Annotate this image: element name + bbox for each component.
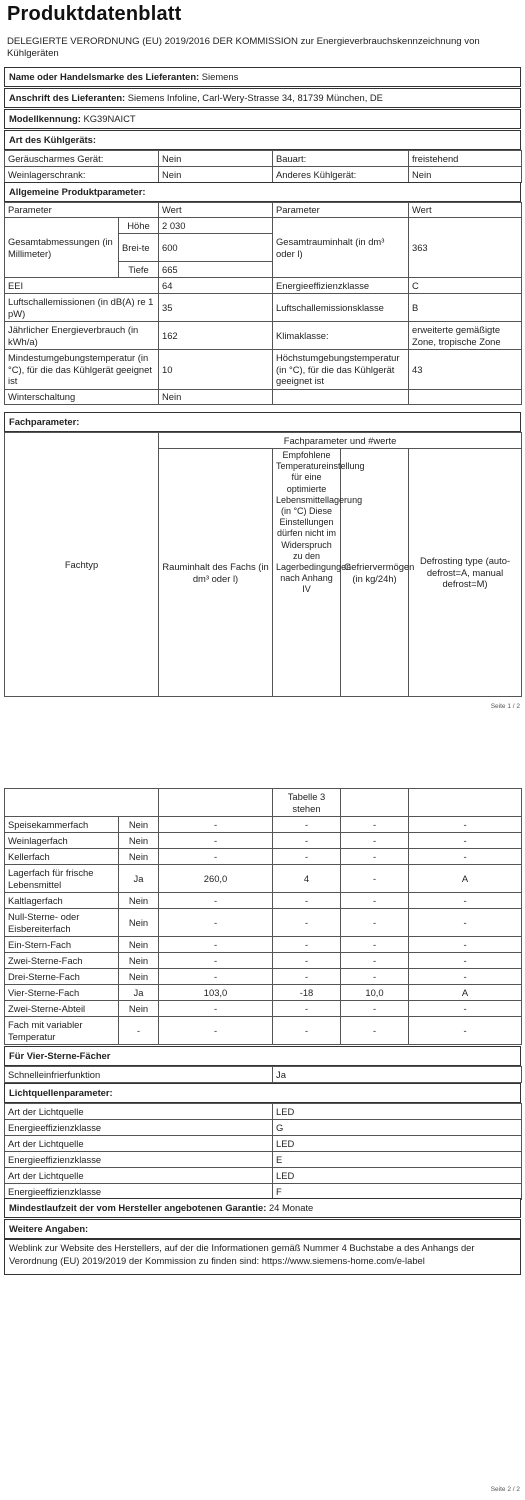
document-subtitle: DELEGIERTE VERORDNUNG (EU) 2019/2016 DER KOMMISSION zur Energieverbrauchskennzeichnung von Kühlgeräten bbox=[7, 36, 480, 59]
volume-value: 363 bbox=[409, 218, 522, 278]
col-volume: Rauminhalt des Fachs (in dm³ oder l) bbox=[159, 449, 273, 697]
table-row: Geräuscharmes Gerät: Nein Bauart: freistehend bbox=[5, 151, 522, 167]
compartment-table bbox=[4, 788, 522, 817]
volume-label: Gesamtrauminhalt (in dm³ oder l) bbox=[273, 218, 409, 278]
general-params-heading: Allgemeine Produktparameter: bbox=[4, 182, 521, 202]
supplier-address-label: Anschrift des Lieferanten: bbox=[9, 92, 126, 103]
table-row: Tiefe 665 bbox=[5, 262, 522, 278]
table-row: Energieeffizienzklasse G bbox=[5, 1120, 522, 1136]
table-row: Gesamtabmessungen (in Millimeter) Höhe 2 030 Gesamtrauminhalt (in dm³ oder l) 363 bbox=[5, 218, 522, 234]
four-star-table bbox=[4, 1066, 522, 1083]
col-defrost-type: Defrosting type (auto-defrost=A, manual defrost=M) bbox=[409, 449, 522, 697]
table-row: Speisekammerfach Nein - - - - bbox=[5, 817, 522, 833]
table-row: Weinlagerschrank: Nein Anderes Kühlgerät: Nein bbox=[5, 167, 522, 183]
table-row: Brei-te 600 bbox=[5, 234, 522, 262]
light-source-table bbox=[4, 1103, 522, 1200]
further-info-text: Weblink zur Website des Herstellers, auf der die Informationen gemäß Nummer 4 Buchstabe a des Anhangs der Verordnung (EU) 2019/2019 der Kommission zu finden sind: https://www.siemens-home.com/e-label bbox=[4, 1239, 521, 1275]
table-row: EEI 64 Energieeffizienzklasse C bbox=[5, 278, 522, 294]
table-row: Jährlicher Energieverbrauch (in kWh/a) 162 Klimaklasse: erweiterte gemäßigte Zone, tropische Zone bbox=[5, 322, 522, 350]
table-header-row bbox=[5, 433, 522, 449]
warranty-value: 24 Monate bbox=[268, 1202, 314, 1213]
supplier-address-row bbox=[4, 88, 521, 108]
document-title: Produktdatenblatt bbox=[7, 3, 182, 25]
page-number: Seite 2 / 2 bbox=[490, 1486, 520, 1493]
further-info-heading: Weitere Angaben: bbox=[4, 1219, 521, 1239]
page-2 bbox=[0, 750, 525, 1500]
table-row: Vier-Sterne-Fach Ja 103,0 -18 10,0 A bbox=[5, 985, 522, 1001]
compartment-params-heading: Fachparameter: bbox=[4, 412, 521, 432]
table-row: Weinlagerfach Nein - - - - bbox=[5, 833, 522, 849]
group-header: Fachparameter und #werte bbox=[159, 433, 522, 449]
page-1 bbox=[0, 0, 525, 716]
table-row: Art der Lichtquelle LED bbox=[5, 1168, 522, 1184]
table-row: Zwei-Sterne-Fach Nein - - - - bbox=[5, 953, 522, 969]
table-row: Art der Lichtquelle LED bbox=[5, 1104, 522, 1120]
table-header-row: Parameter Wert Parameter Wert bbox=[5, 203, 522, 218]
table-row: Kellerfach Nein - - - - bbox=[5, 849, 522, 865]
table-row: Null-Sterne- oder Eisbereiterfach Nein - - - - bbox=[5, 909, 522, 937]
table-row: Fach mit variabler Temperatur - - - - - bbox=[5, 1017, 522, 1045]
table-row: Schnelleinfrierfunktion Ja bbox=[5, 1067, 522, 1083]
supplier-name-label: Name oder Handelsmarke des Lieferanten: bbox=[9, 71, 200, 82]
light-source-heading: Lichtquellenparameter: bbox=[4, 1083, 521, 1103]
table-row: Kaltlagerfach Nein - - - - bbox=[5, 893, 522, 909]
col-temperature: Empfohlene Temperatureinstellung für eine optimierte Lebensmittellagerung (in °C) Diese Einstellungen dürfen nicht im Widerspruch zu den Lagerbedingungen nach Anhang IV bbox=[273, 449, 341, 697]
compartment-header-table bbox=[4, 432, 522, 697]
device-type-heading: Art des Kühlgeräts: bbox=[4, 130, 521, 150]
model-value: KG39NAICT bbox=[83, 113, 136, 124]
table-row: Drei-Sterne-Fach Nein - - - - bbox=[5, 969, 522, 985]
table-row: Energieeffizienzklasse E bbox=[5, 1152, 522, 1168]
col-compartment-type: Fachtyp bbox=[5, 433, 159, 697]
supplier-address-value: Siemens Infoline, Carl-Wery-Strasse 34, 81739 München, DE bbox=[127, 92, 383, 103]
table-row: Winterschaltung Nein bbox=[5, 390, 522, 405]
table-row: Ein-Stern-Fach Nein - - - - bbox=[5, 937, 522, 953]
table-row: Luftschallemissionen (in dB(A) re 1 pW) 35 Luftschallemissionsklasse B bbox=[5, 294, 522, 322]
table-row: Art der Lichtquelle LED bbox=[5, 1136, 522, 1152]
compartment-rows bbox=[4, 816, 522, 1045]
four-star-heading: Für Vier-Sterne-Fächer bbox=[4, 1046, 521, 1066]
table-header-row bbox=[5, 789, 522, 817]
dimensions-label: Gesamtabmessungen (in Millimeter) bbox=[5, 218, 119, 278]
warranty-row: Mindestlaufzeit der vom Hersteller angebotenen Garantie: 24 Monate bbox=[4, 1198, 521, 1218]
supplier-name-value: Siemens bbox=[201, 71, 239, 82]
col-freezing-capacity: Gefriervermögen (in kg/24h) bbox=[341, 449, 409, 697]
table-row: Energieeffizienzklasse F bbox=[5, 1184, 522, 1200]
table-row: Zwei-Sterne-Abteil Nein - - - - bbox=[5, 1001, 522, 1017]
supplier-name-row bbox=[4, 67, 521, 87]
page-number: Seite 1 / 2 bbox=[490, 703, 520, 710]
model-row bbox=[4, 109, 521, 129]
device-type-table bbox=[4, 150, 522, 183]
table-row: Mindestumgebungstemperatur (in °C), für die das Kühlgerät geeignet ist 10 Höchstumgebungstemperatur (in °C), für die das Kühlgerät geeignet ist 43 bbox=[5, 350, 522, 390]
col-temperature-cont: Tabelle 3 stehen bbox=[273, 789, 341, 817]
model-label: Modellkennung: bbox=[9, 113, 81, 124]
general-params-table bbox=[4, 202, 522, 405]
table-row: Lagerfach für frische Lebensmittel Ja 260,0 4 - A bbox=[5, 865, 522, 893]
